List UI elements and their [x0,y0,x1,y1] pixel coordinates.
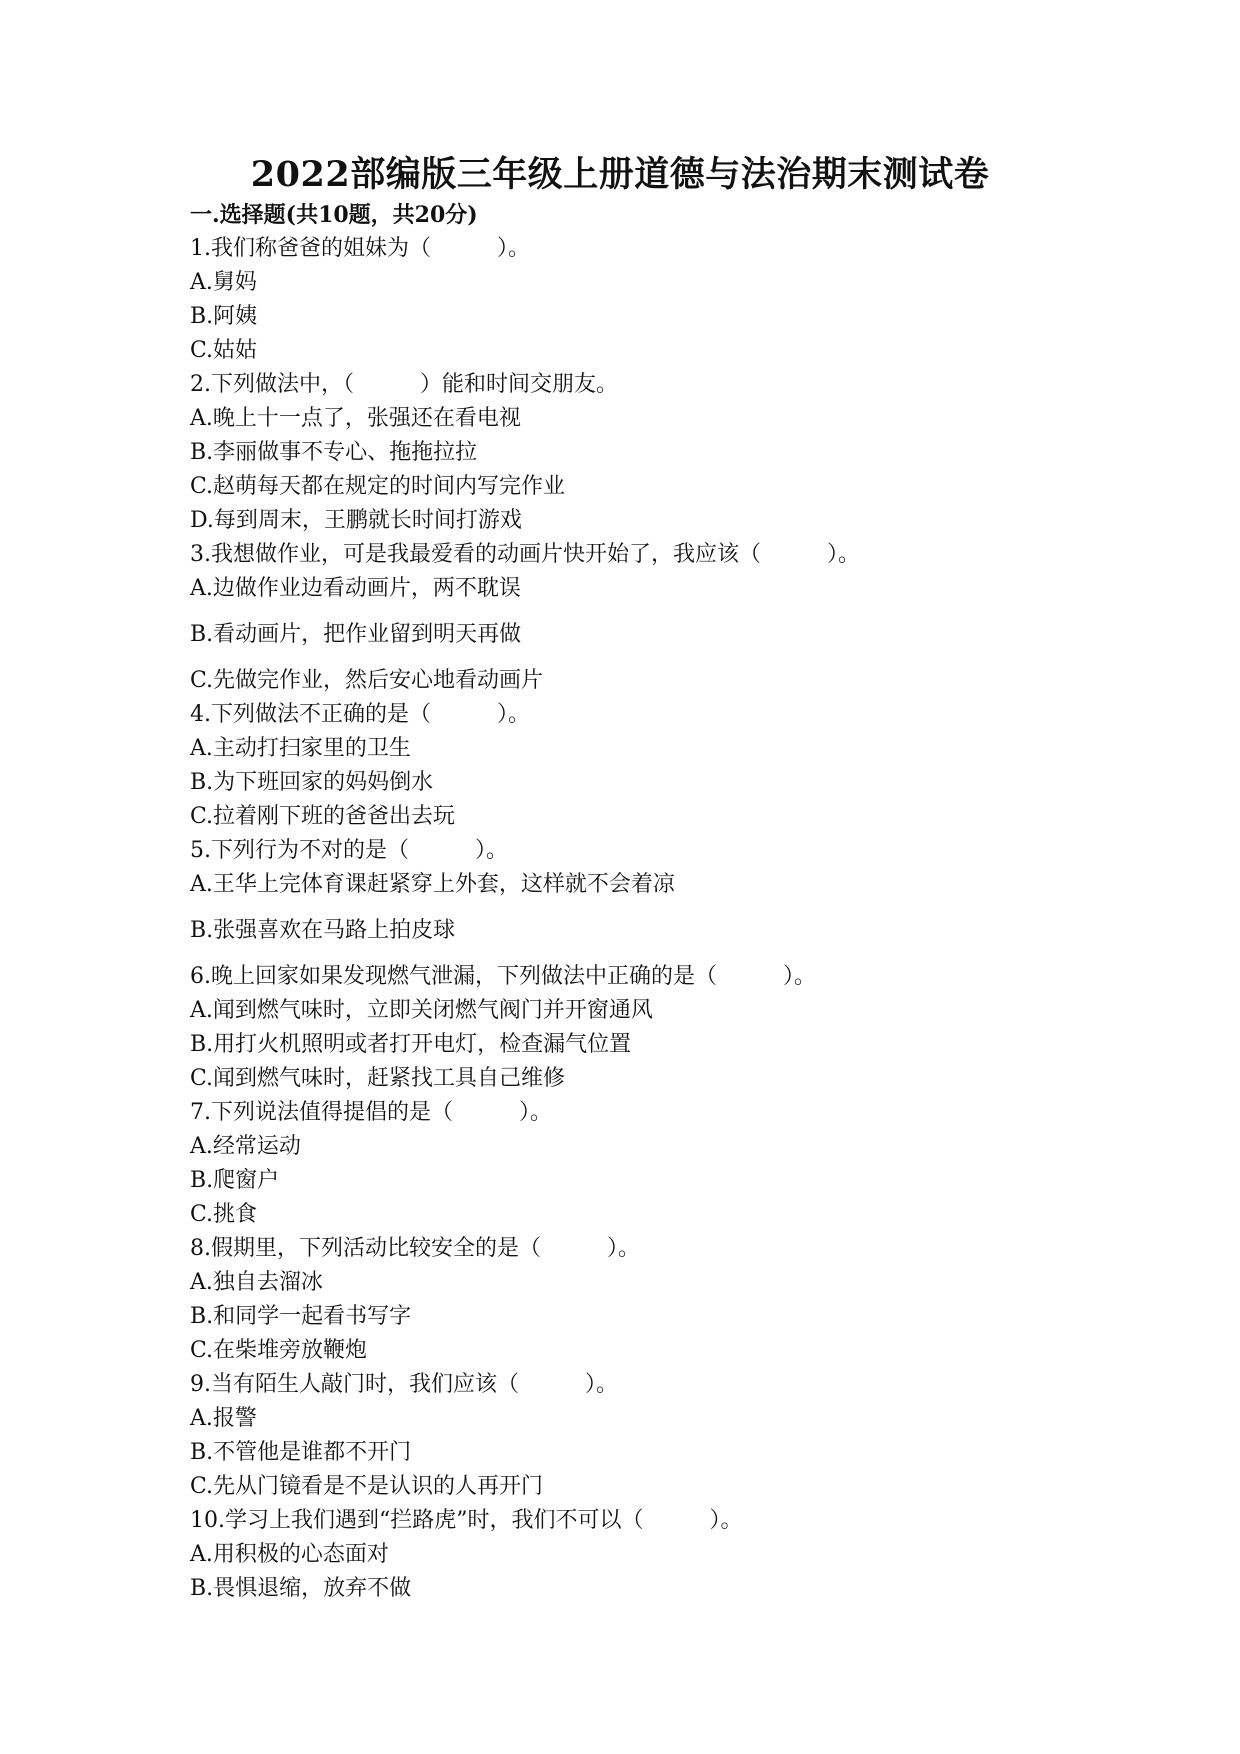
answer-option: A.舅妈 [190,270,257,295]
section-heading: 一.选择题(共10题，共20分) [190,202,478,228]
question-stem: 2.下列做法中，（ ）能和时间交朋友。 [190,372,618,397]
answer-option: B.看动画片，把作业留到明天再做 [190,622,522,647]
question-stem: 4.下列做法不正确的是（ ）。 [190,702,530,727]
answer-option: A.用积极的心态面对 [190,1542,389,1567]
answer-option: D.每到周末，王鹏就长时间打游戏 [190,508,522,533]
answer-option: C.先从门镜看是不是认识的人再开门 [190,1474,544,1499]
spacer [190,948,1190,960]
answer-option: A.经常运动 [190,1134,301,1159]
answer-option: B.和同学一起看书写字 [190,1304,412,1329]
answer-option: B.为下班回家的妈妈倒水 [190,770,434,795]
answer-option: A.晚上十一点了，张强还在看电视 [190,406,521,431]
answer-option: C.赵萌每天都在规定的时间内写完作业 [190,474,566,499]
question-stem: 8.假期里，下列活动比较安全的是（ ）。 [190,1236,640,1261]
answer-option: C.闻到燃气味时，赶紧找工具自己维修 [190,1066,566,1091]
answer-option: B.阿姨 [190,304,258,329]
answer-option: C.姑姑 [190,338,258,363]
answer-option: B.张强喜欢在马路上拍皮球 [190,918,456,943]
question-stem: 3.我想做作业，可是我最爱看的动画片快开始了，我应该（ ）。 [190,542,860,567]
spacer [190,902,1190,914]
answer-option: A.边做作业边看动画片，两不耽误 [190,576,521,601]
question-stem: 6.晚上回家如果发现燃气泄漏，下列做法中正确的是（ ）。 [190,964,816,989]
answer-option: B.李丽做事不专心、拖拖拉拉 [190,440,478,465]
spacer [190,606,1190,618]
answer-option: C.拉着刚下班的爸爸出去玩 [190,804,456,829]
answer-option: C.挑食 [190,1202,258,1227]
answer-option: A.独自去溜冰 [190,1270,323,1295]
question-list [190,232,1190,1606]
answer-option: B.不管他是谁都不开门 [190,1440,412,1465]
answer-option: A.报警 [190,1406,257,1431]
exam-title: 2022部编版三年级上册道德与法治期末测试卷 [250,154,990,195]
answer-option: A.主动打扫家里的卫生 [190,736,411,761]
question-stem: 9.当有陌生人敲门时，我们应该（ ）。 [190,1372,618,1397]
spacer [190,652,1190,664]
question-stem: 7.下列说法值得提倡的是（ ）。 [190,1100,552,1125]
answer-option: A.闻到燃气味时，立即关闭燃气阀门并开窗通风 [190,998,653,1023]
answer-option: B.用打火机照明或者打开电灯，检查漏气位置 [190,1032,632,1057]
answer-option: A.王华上完体育课赶紧穿上外套，这样就不会着凉 [190,872,675,897]
answer-option: C.先做完作业，然后安心地看动画片 [190,668,544,693]
question-stem: 1.我们称爸爸的姐妹为（ ）。 [190,236,530,261]
answer-option: B.畏惧退缩，放弃不做 [190,1576,412,1601]
answer-option: C.在柴堆旁放鞭炮 [190,1338,368,1363]
question-stem: 5.下列行为不对的是（ ）。 [190,838,508,863]
answer-option: B.爬窗户 [190,1168,280,1193]
question-stem: 10.学习上我们遇到“拦路虎”时，我们不可以（ ）。 [190,1508,743,1533]
